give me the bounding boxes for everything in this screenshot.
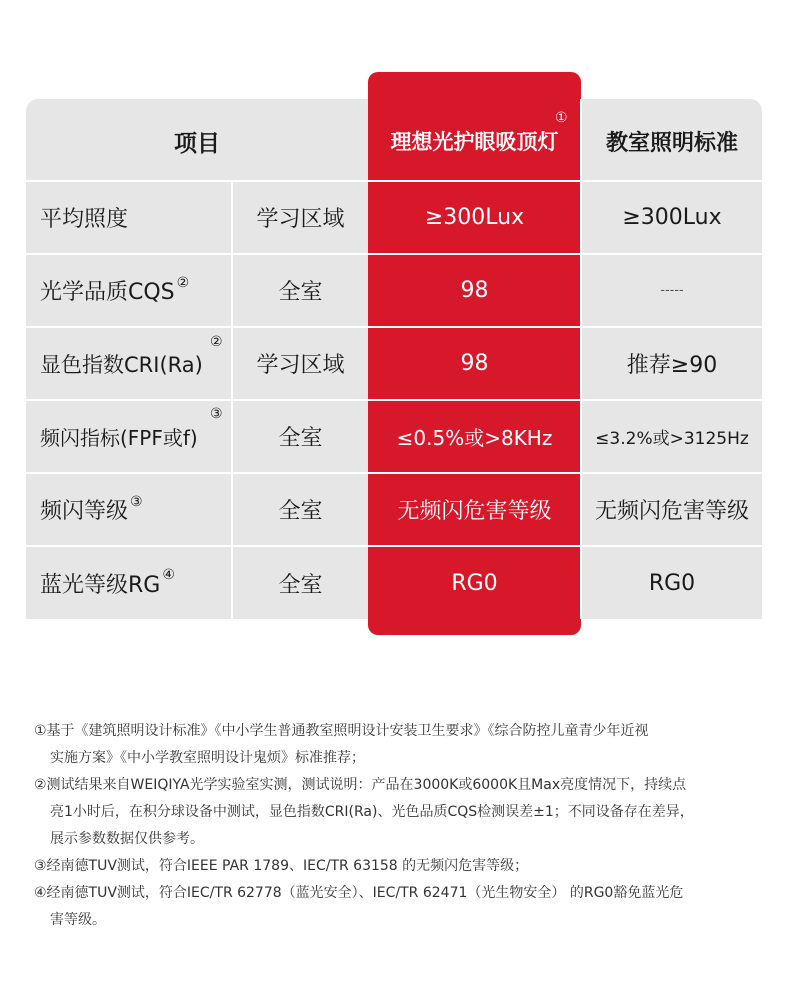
row-product-value: RG0 [451,570,498,596]
row-name-text: 频闪等级 [40,499,129,524]
row-standard-value: RG0 [648,570,696,596]
footnote [34,853,769,880]
footnote-line: 展示参数数据仅供参考。 [50,831,204,847]
footnote-line: ②测试结果来自WEIQIYA光学实验室实测，测试说明：产品在3000K或6000K且Max亮度情况下，持续点 [34,777,687,793]
footnote-line: ④经南德TUV测试，符合IEC/TR 62778（蓝光安全）、IEC/TR 62471（光生物安全） 的RG0豁免蓝光危 [34,885,684,901]
row-name [26,474,231,545]
row-product-value: 98 [460,278,489,303]
row-area: 全室 [278,499,323,524]
header-product: 理想光护眼吸顶灯 [390,130,559,154]
header-product-marker: ① [555,110,568,126]
row-product-value: ≥300Lux [424,205,525,230]
row-note-marker: ② [176,274,190,291]
footnote-line: ①基于《建筑照明设计标准》《中小学生普通教室照明设计安装卫生要求》《综合防控儿童青少年近视 [34,723,649,739]
footnote-line: 害等级。 [50,912,106,928]
row-name [26,255,231,326]
row-name-text: 平均照度 [40,207,129,232]
footnote-line: ③经南德TUV测试，符合IEEE PAR 1789、IEC/TR 63158 的无频闪危害等级； [34,858,529,874]
row-note-marker: ③ [210,406,223,422]
header-item: 项目 [174,130,220,157]
row-note-marker: ④ [162,567,175,583]
row-name [26,182,231,253]
row-standard-value: ----- [660,283,684,298]
footnotes [34,718,769,934]
footnote-line: 亮1小时后，在积分球设备中测试，显色指数CRI(Ra)、光色品质CQS检测误差±1；不同设备存在差异， [50,804,694,820]
row-name-text: 显色指数CRI(Ra) [40,352,203,377]
row-name-text: 光学品质CQS [40,280,175,305]
footnote [34,880,769,934]
row-name [26,547,231,619]
row-standard-value: 推荐≥90 [626,353,718,378]
header-standard: 教室照明标准 [605,130,738,156]
row-note-marker: ② [210,334,223,350]
footnote-line: 实施方案》《中小学教室照明设计鬼烦》标准推荐； [50,750,365,766]
row-standard-value: 无频闪危害等级 [594,499,749,524]
row-name [26,401,231,472]
row-standard-value: ≥300Lux [622,205,722,230]
row-note-marker: ③ [130,493,143,510]
row-area: 学习区域 [256,353,345,378]
footnote [34,718,769,772]
row-area: 全室 [278,280,323,305]
row-name [26,328,231,399]
row-product-value: 98 [460,351,489,376]
row-product-value: 无频闪危害等级 [397,499,552,524]
footnote [34,772,769,853]
row-name-text: 频闪指标(FPF或f) [40,426,198,450]
row-area: 全室 [278,426,323,451]
row-standard-value: ≤3.2%或>3125Hz [595,429,749,449]
row-name-text: 蓝光等级RG [40,572,161,598]
row-area: 学习区域 [256,207,345,232]
row-product-value: ≤0.5%或>8KHz [396,426,553,450]
row-area: 全室 [278,572,323,598]
